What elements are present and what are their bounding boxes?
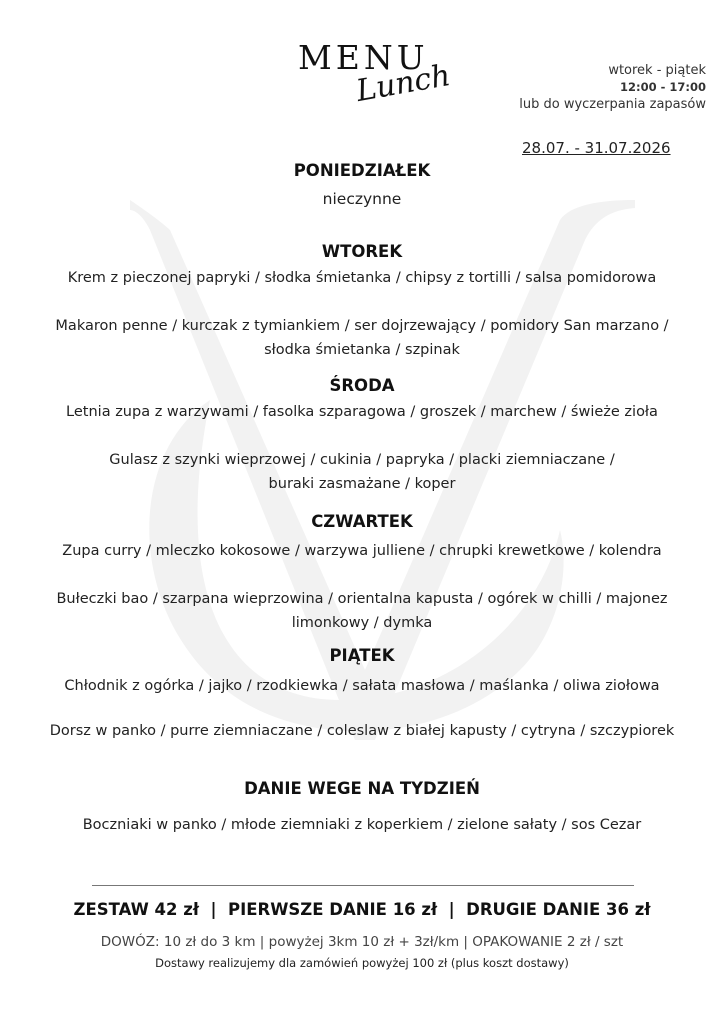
opening-hours	[519, 62, 706, 113]
hours-days: wtorek - piątek	[608, 63, 706, 78]
logo-menu-text: MENU	[298, 38, 429, 77]
wednesday-soup: Letnia zupa z warzywami / fasolka szparagowa / groszek / marchew / świeże zioła	[66, 404, 658, 420]
day-title-tuesday: WTOREK	[321, 242, 403, 261]
day-title-thursday: CZWARTEK	[311, 512, 413, 531]
friday-main: Dorsz w panko / purre ziemniaczane / coleslaw z białej kapusty / cytryna / szczypiorek	[49, 723, 675, 739]
delivery-note: Dostawy realizujemy dla zamówień powyżej 100 zł (plus koszt dostawy)	[155, 956, 569, 970]
thursday-soup: Zupa curry / mleczko kokosowe / warzywa julliene / chrupki krewetkowe / kolendra	[62, 543, 662, 559]
tuesday-soup: Krem z pieczonej papryki / słodka śmietanka / chipsy z tortilli / salsa pomidorowa	[67, 270, 657, 286]
thursday-main-line1: Bułeczki bao / szarpana wieprzowina / orientalna kapusta / ogórek w chilli / majonez	[56, 591, 668, 607]
vege-title: DANIE WEGE NA TYDZIEŃ	[244, 779, 480, 798]
hours-time: 12:00 - 17:00	[620, 80, 706, 94]
logo-lunch-text: Lunch	[353, 58, 454, 109]
day-title-wednesday: ŚRODA	[329, 376, 395, 395]
delivery-info: DOWÓZ: 10 zł do 3 km | powyżej 3km 10 zł + 3zł/km | OPAKOWANIE 2 zł / szt	[100, 934, 624, 950]
date-range: 28.07. - 31.07.2026	[522, 139, 671, 157]
price-list: ZESTAW 42 zł | PIERWSZE DANIE 16 zł | DRUGIE DANIE 36 zł	[73, 900, 651, 919]
wednesday-main-line2: buraki zasmażane / koper	[268, 476, 456, 492]
day-title-friday: PIĄTEK	[329, 646, 395, 665]
vege-text: Boczniaki w panko / młode ziemniaki z koperkiem / zielone sałaty / sos Cezar	[82, 817, 642, 833]
day-title-monday: PONIEDZIAŁEK	[293, 161, 431, 180]
tuesday-main-line2: słodka śmietanka / szpinak	[264, 342, 460, 358]
footer-divider	[92, 885, 634, 886]
menu-lunch-logo	[298, 34, 458, 114]
wednesday-main-line1: Gulasz z szynki wieprzowej / cukinia / papryka / placki ziemniaczane /	[109, 452, 615, 468]
friday-soup: Chłodnik z ogórka / jajko / rzodkiewka / sałata masłowa / maślanka / oliwa ziołowa	[64, 678, 660, 694]
thursday-main-line2: limonkowy / dymka	[291, 615, 433, 631]
hours-note: lub do wyczerpania zapasów	[519, 97, 706, 112]
monday-text: nieczynne	[322, 190, 402, 208]
tuesday-main-line1: Makaron penne / kurczak z tymiankiem / ser dojrzewający / pomidory San marzano /	[55, 318, 669, 334]
